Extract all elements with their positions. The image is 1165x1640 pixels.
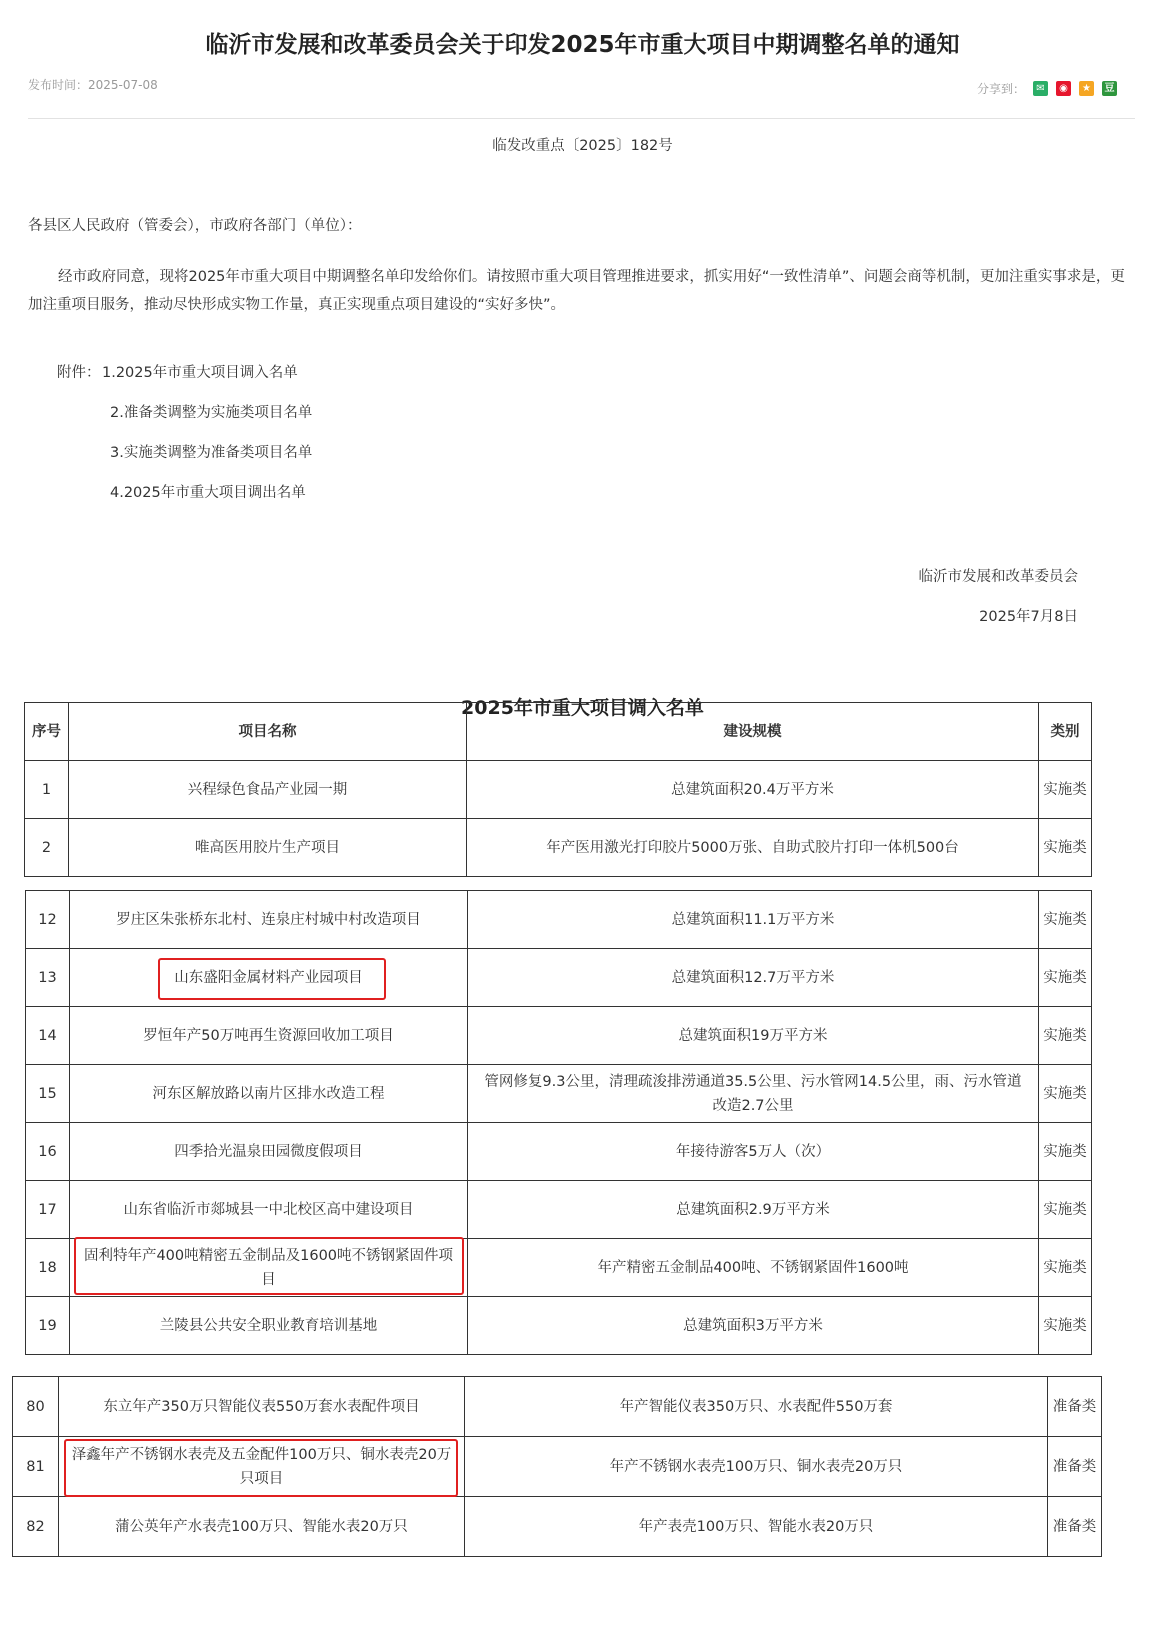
- attachment-item[interactable]: 4.2025年市重大项目调出名单: [110, 485, 306, 501]
- cell-category: 准备类: [1048, 1377, 1102, 1437]
- cell-name: 河东区解放路以南片区排水改造工程: [70, 1065, 468, 1123]
- cell-scale: 年产表壳100万只、智能水表20万只: [465, 1497, 1048, 1557]
- project-table-part1: [24, 702, 1092, 877]
- doc-number: 临发改重点〔2025〕182号: [492, 138, 673, 154]
- cell-scale: 年产精密五金制品400吨、不锈钢紧固件1600吨: [468, 1239, 1039, 1297]
- attachment-item[interactable]: 3.实施类调整为准备类项目名单: [110, 445, 313, 461]
- cell-name: 固利特年产400吨精密五金制品及1600吨不锈钢紧固件项目: [70, 1239, 468, 1297]
- cell-seq: 18: [26, 1239, 70, 1297]
- cell-name: 山东盛阳金属材料产业园项目: [70, 949, 468, 1007]
- cell-seq: 82: [13, 1497, 59, 1557]
- attachment-item[interactable]: 1.2025年市重大项目调入名单: [102, 365, 298, 381]
- cell-scale: 年产智能仪表350万只、水表配件550万套: [465, 1377, 1048, 1437]
- cell-category: 实施类: [1039, 1123, 1092, 1181]
- cell-name: 罗庄区朱张桥东北村、连泉庄村城中村改造项目: [70, 891, 468, 949]
- page-title: 临沂市发展和改革委员会关于印发2025年市重大项目中期调整名单的通知: [205, 32, 960, 58]
- cell-seq: 19: [26, 1297, 70, 1355]
- table-row: [26, 1007, 1092, 1065]
- table-row: [26, 891, 1092, 949]
- table-row: [13, 1437, 1102, 1497]
- cell-name: 蒲公英年产水表壳100万只、智能水表20万只: [59, 1497, 465, 1557]
- signature-date: 2025年7月8日: [979, 609, 1078, 625]
- cell-scale: 年接待游客5万人（次）: [468, 1123, 1039, 1181]
- cell-scale: 总建筑面积11.1万平方米: [468, 891, 1039, 949]
- attachment-item[interactable]: 2.准备类调整为实施类项目名单: [110, 405, 313, 421]
- body-paragraph: 经市政府同意，现将2025年市重大项目中期调整名单印发给你们。请按照市重大项目管理推进要求，抓实用好“一致性清单”、问题会商等机制，更加注重实事求是，更加注重项目服务，推动尽快形成实物工作量，真正实现重点项目建设的“实好多快”。: [28, 269, 1125, 313]
- cell-name: 唯高医用胶片生产项目: [69, 819, 467, 877]
- table-row: [25, 819, 1092, 877]
- header-category: 类别: [1039, 703, 1092, 761]
- header-scale: 建设规模: [467, 703, 1039, 761]
- cell-seq: 1: [25, 761, 69, 819]
- attachments-label: 附件：: [57, 365, 101, 381]
- cell-category: 准备类: [1048, 1497, 1102, 1557]
- cell-scale: 年产医用激光打印胶片5000万张、自助式胶片打印一体机500台: [467, 819, 1039, 877]
- signature: 临沂市发展和改革委员会: [918, 569, 1078, 585]
- cell-seq: 81: [13, 1437, 59, 1497]
- header-name: 项目名称: [69, 703, 467, 761]
- project-table-part2: [25, 890, 1092, 1355]
- douban-icon[interactable]: 豆: [1102, 81, 1117, 96]
- table-row: [26, 1239, 1092, 1297]
- project-table-part3: [12, 1376, 1102, 1557]
- cell-name: 泽鑫年产不锈钢水表壳及五金配件100万只、铜水表壳20万只项目: [59, 1437, 465, 1497]
- cell-name: 东立年产350万只智能仪表550万套水表配件项目: [59, 1377, 465, 1437]
- cell-category: 实施类: [1039, 891, 1092, 949]
- cell-seq: 12: [26, 891, 70, 949]
- cell-category: 实施类: [1039, 1181, 1092, 1239]
- cell-seq: 16: [26, 1123, 70, 1181]
- cell-scale: 总建筑面积2.9万平方米: [468, 1181, 1039, 1239]
- cell-scale: 总建筑面积19万平方米: [468, 1007, 1039, 1065]
- table-row: [26, 1297, 1092, 1355]
- publish-time: 发布时间：2025-07-08: [28, 78, 158, 92]
- wechat-icon[interactable]: ✉: [1033, 81, 1048, 96]
- cell-category: 实施类: [1039, 1239, 1092, 1297]
- cell-category: 实施类: [1039, 761, 1092, 819]
- cell-category: 实施类: [1039, 1007, 1092, 1065]
- cell-seq: 17: [26, 1181, 70, 1239]
- table-row: [25, 761, 1092, 819]
- qzone-icon[interactable]: ★: [1079, 81, 1094, 96]
- table-row: [13, 1497, 1102, 1557]
- share-label: 分享到：: [976, 82, 1025, 96]
- cell-scale: 总建筑面积12.7万平方米: [468, 949, 1039, 1007]
- cell-category: 实施类: [1039, 819, 1092, 877]
- addressee: 各县区人民政府（管委会），市政府各部门（单位）：: [28, 218, 362, 234]
- cell-seq: 13: [26, 949, 70, 1007]
- cell-name: 罗恒年产50万吨再生资源回收加工项目: [70, 1007, 468, 1065]
- share-bar: [977, 80, 1117, 97]
- table-row: [26, 1123, 1092, 1181]
- cell-name: 兴程绿色食品产业园一期: [69, 761, 467, 819]
- cell-seq: 14: [26, 1007, 70, 1065]
- cell-seq: 80: [13, 1377, 59, 1437]
- header-divider: [28, 118, 1135, 119]
- table-row: [26, 949, 1092, 1007]
- cell-scale: 总建筑面积3万平方米: [468, 1297, 1039, 1355]
- cell-category: 实施类: [1039, 1297, 1092, 1355]
- cell-seq: 15: [26, 1065, 70, 1123]
- cell-name: 兰陵县公共安全职业教育培训基地: [70, 1297, 468, 1355]
- table-row: [26, 1181, 1092, 1239]
- weibo-icon[interactable]: ◉: [1056, 81, 1071, 96]
- header-seq: 序号: [25, 703, 69, 761]
- cell-category: 实施类: [1039, 1065, 1092, 1123]
- table-row: [13, 1377, 1102, 1437]
- cell-seq: 2: [25, 819, 69, 877]
- cell-scale: 管网修复9.3公里，清理疏浚排涝通道35.5公里、污水管网14.5公里，雨、污水管道改造2.7公里: [468, 1065, 1039, 1123]
- cell-scale: 年产不锈钢水表壳100万只、铜水表壳20万只: [465, 1437, 1048, 1497]
- cell-scale: 总建筑面积20.4万平方米: [467, 761, 1039, 819]
- cell-category: 准备类: [1048, 1437, 1102, 1497]
- cell-name: 四季拾光温泉田园微度假项目: [70, 1123, 468, 1181]
- table-header-row: [25, 703, 1092, 761]
- table-title: 2025年市重大项目调入名单: [461, 697, 704, 719]
- table-row: [26, 1065, 1092, 1123]
- cell-category: 实施类: [1039, 949, 1092, 1007]
- cell-name: 山东省临沂市郯城县一中北校区高中建设项目: [70, 1181, 468, 1239]
